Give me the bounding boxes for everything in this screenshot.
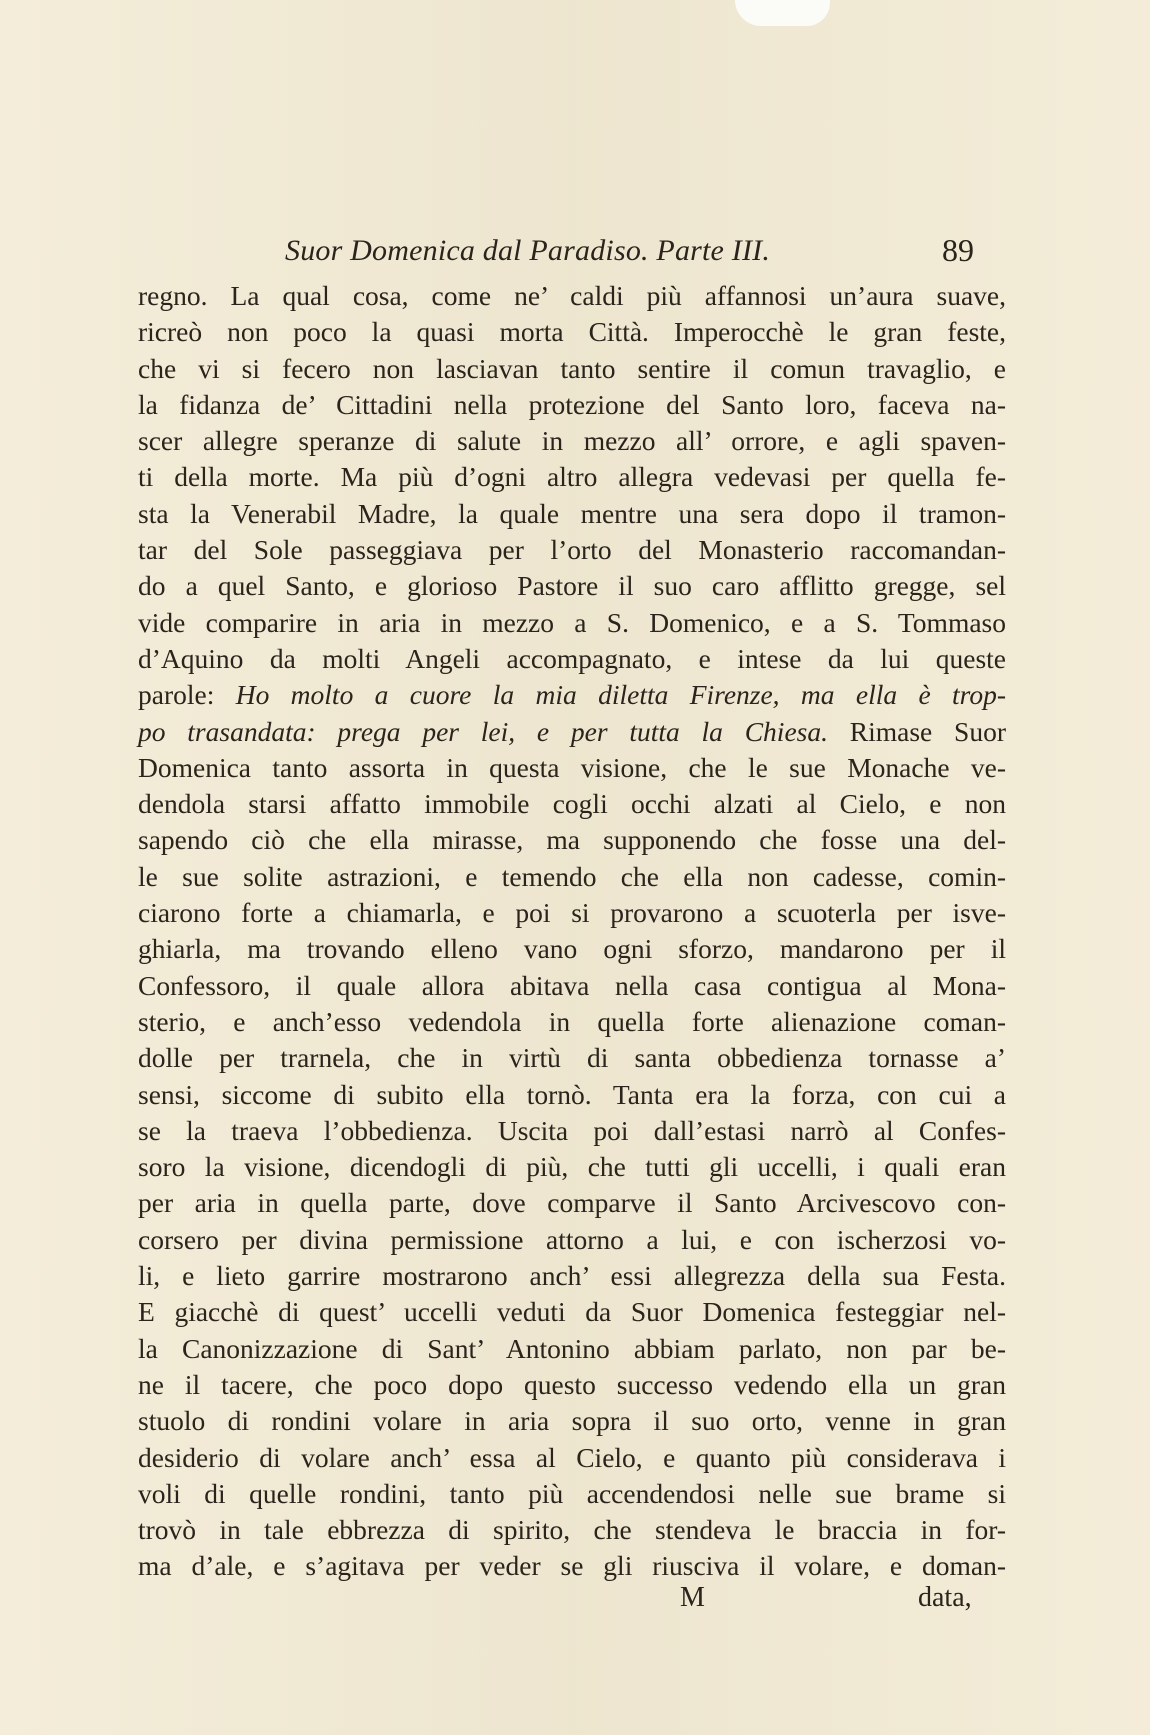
text-segment: voli di quelle rondini, tanto più accendendosi nelle sue brame si xyxy=(138,1477,1006,1509)
text-segment: tar del Sole passeggiava per l’orto del Monasterio raccomandan- xyxy=(138,534,1006,566)
torn-paper-edge xyxy=(735,0,830,26)
text-line xyxy=(138,859,1006,895)
text-line xyxy=(138,1222,1006,1258)
text-line xyxy=(138,714,1006,750)
text-line xyxy=(138,786,1006,822)
text-segment: la Canonizzazione di Sant’ Antonino abbiam parlato, non par be- xyxy=(138,1332,1006,1364)
text-line xyxy=(138,387,1006,423)
text-segment: soro la visione, dicendogli di più, che tutti gli uccelli, i quali eran xyxy=(138,1151,1006,1183)
body-text xyxy=(138,278,1006,1585)
text-segment: d’Aquino da molti Angeli accompagnato, e intese da lui queste xyxy=(138,642,1006,674)
text-line xyxy=(138,1440,1006,1476)
text-line xyxy=(138,423,1006,459)
text-line xyxy=(138,1077,1006,1113)
text-segment: stuolo di rondini volare in aria sopra il suo orto, venne in gran xyxy=(138,1405,1006,1437)
text-segment: parole: xyxy=(138,679,236,711)
signature-mark: M xyxy=(680,1582,705,1613)
text-line xyxy=(138,1476,1006,1512)
text-line xyxy=(138,968,1006,1004)
text-segment: per aria in quella parte, dove comparve il Santo Arcivescovo con- xyxy=(138,1187,1006,1219)
text-line xyxy=(138,677,1006,713)
text-line xyxy=(138,314,1006,350)
text-segment: dendola starsi affatto immobile cogli occhi alzati al Cielo, e non xyxy=(138,788,1006,820)
text-line xyxy=(138,1185,1006,1221)
text-line xyxy=(138,568,1006,604)
text-segment: Rimase Suor xyxy=(827,715,1006,747)
text-segment: corsero per divina permissione attorno a lui, e con ischerzosi vo- xyxy=(138,1223,1006,1255)
text-line xyxy=(138,459,1006,495)
text-line xyxy=(138,1149,1006,1185)
text-line xyxy=(138,1403,1006,1439)
text-segment: sterio, e anch’esso vedendola in quella forte alienazione coman- xyxy=(138,1005,1006,1037)
text-line xyxy=(138,496,1006,532)
text-segment: sta la Venerabil Madre, la quale mentre una sera dopo il tramon- xyxy=(138,497,1006,529)
text-line xyxy=(138,931,1006,967)
text-segment: ghiarla, ma trovando elleno vano ogni sforzo, mandarono per il xyxy=(138,933,1006,965)
text-segment: che vi si fecero non lasciavan tanto sentire il comun travaglio, e xyxy=(138,352,1006,384)
text-segment: ricreò non poco la quasi morta Città. Imperocchè le gran feste, xyxy=(138,316,1006,348)
text-segment: vide comparire in aria in mezzo a S. Domenico, e a S. Tommaso xyxy=(138,606,1006,638)
text-segment: regno. La qual cosa, come ne’ caldi più affannosi un’aura suave, xyxy=(138,280,1006,311)
text-line xyxy=(138,605,1006,641)
text-segment: desiderio di volare anch’ essa al Cielo, e quanto più considerava i xyxy=(138,1441,1006,1473)
text-segment: Domenica tanto assorta in questa visione, che le sue Monache ve- xyxy=(138,751,1006,783)
text-segment: la fidanza de’ Cittadini nella protezione del Santo loro, faceva na- xyxy=(138,388,1006,420)
text-line xyxy=(138,532,1006,568)
text-line xyxy=(138,1331,1006,1367)
text-line xyxy=(138,750,1006,786)
text-segment: ciarono forte a chiamarla, e poi si provarono a scuoterla per isve- xyxy=(138,897,1006,929)
text-segment: trovò in tale ebbrezza di spirito, che stendeva le braccia in for- xyxy=(138,1514,1006,1546)
page-number: 89 xyxy=(942,232,974,268)
text-segment: do a quel Santo, e glorioso Pastore il suo caro afflitto gregge, sel xyxy=(138,570,1006,602)
text-line xyxy=(138,1548,1006,1584)
text-line xyxy=(138,822,1006,858)
text-segment: scer allegre speranze di salute in mezzo all’ orrore, e agli spaven- xyxy=(138,425,1006,457)
text-line xyxy=(138,278,1006,314)
text-segment: sapendo ciò che ella mirasse, ma supponendo che fosse una del- xyxy=(138,824,1006,856)
text-segment: ne il tacere, che poco dopo questo successo vedendo ella un gran xyxy=(138,1368,1006,1400)
text-line xyxy=(138,1113,1006,1149)
text-line xyxy=(138,1367,1006,1403)
text-segment: li, e lieto garrire mostrarono anch’ essi allegrezza della sua Festa. xyxy=(138,1260,1006,1292)
text-segment: E giacchè di quest’ uccelli veduti da Suor Domenica festeggiar nel- xyxy=(138,1296,1006,1328)
text-segment: sensi, siccome di subito ella tornò. Tanta era la forza, con cui a xyxy=(138,1078,1006,1110)
text-segment: le sue solite astrazioni, e temendo che ella non cadesse, comin- xyxy=(138,860,1006,892)
text-line xyxy=(138,1040,1006,1076)
text-segment: ma d’ale, e s’agitava per veder se gli riusciva il volare, e doman- xyxy=(138,1550,1006,1582)
text-line xyxy=(138,1512,1006,1548)
italic-quote-segment: Ho molto a cuore la mia diletta Firenze, ma ella è trop- xyxy=(235,679,1007,711)
text-segment: Confessoro, il quale allora abitava nella casa contigua al Mona- xyxy=(138,969,1006,1001)
text-segment: se la traeva l’obbedienza. Uscita poi dall’estasi narrò al Confes- xyxy=(138,1114,1006,1146)
text-line xyxy=(138,1004,1006,1040)
text-line xyxy=(138,895,1006,931)
catchword: data, xyxy=(918,1582,972,1613)
running-head: Suor Domenica dal Paradiso. Parte III. xyxy=(285,234,771,267)
italic-quote-segment: po trasandata: prega per lei, e per tutta la Chiesa. xyxy=(138,715,828,747)
text-segment: ti della morte. Ma più d’ogni altro allegra vedevasi per quella fe- xyxy=(138,461,1006,493)
text-line xyxy=(138,1294,1006,1330)
text-line xyxy=(138,351,1006,387)
text-segment: dolle per trarnela, che in virtù di santa obbedienza tornasse a’ xyxy=(138,1042,1006,1074)
text-line xyxy=(138,641,1006,677)
text-line xyxy=(138,1258,1006,1294)
